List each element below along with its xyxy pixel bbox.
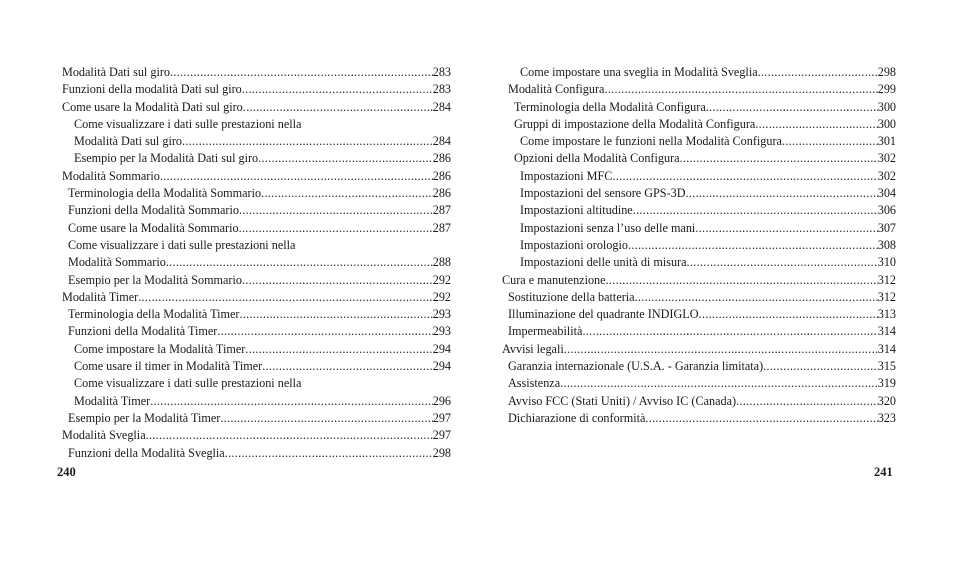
dot-leader (699, 306, 878, 323)
dot-leader (560, 375, 878, 392)
toc-entry[interactable] (502, 202, 896, 219)
toc-entry-title: Come impostare la Modalità Timer (74, 341, 246, 356)
dot-leader (170, 64, 433, 81)
toc-entry-page: 302 (877, 168, 896, 183)
toc-entry-page: 296 (432, 393, 451, 408)
toc-entry-title: Impostazioni altitudine (520, 203, 633, 218)
toc-entry-title: Gruppi di impostazione della Modalità Configura (514, 116, 756, 131)
toc-entry-page: 284 (432, 99, 451, 114)
toc-entry[interactable] (502, 393, 896, 410)
toc-right-column (502, 64, 896, 427)
toc-entry-title: Modalità Timer (62, 289, 139, 304)
dot-leader (220, 410, 432, 427)
toc-entry-page: 319 (877, 376, 896, 391)
toc-entry[interactable] (62, 410, 451, 427)
toc-entry-page: 287 (432, 220, 451, 235)
dot-leader (564, 341, 878, 358)
toc-entry-page: 301 (877, 134, 896, 149)
toc-entry-title: Cura e manutenzione (502, 272, 606, 287)
dot-leader (706, 99, 878, 116)
toc-entry-page: 323 (877, 410, 896, 425)
toc-entry[interactable] (502, 289, 896, 306)
toc-entry-page: 287 (432, 203, 451, 218)
toc-entry-title: Avvisi legali (502, 341, 564, 356)
toc-entry[interactable] (502, 375, 896, 392)
toc-entry-title: Impostazioni del sensore GPS-3D (520, 186, 686, 201)
toc-entry[interactable] (62, 150, 451, 167)
dot-leader (245, 341, 432, 358)
dot-leader (258, 150, 433, 167)
toc-entry[interactable] (62, 272, 451, 289)
toc-entry-title: Avviso FCC (Stati Uniti) / Avviso IC (Canada) (508, 393, 737, 408)
toc-entry[interactable] (502, 237, 896, 254)
dot-leader (687, 254, 878, 271)
toc-entry-title: Funzioni della Modalità Sommario (68, 203, 239, 218)
toc-entry-page: 294 (432, 359, 451, 374)
toc-entry-page: 314 (877, 341, 896, 356)
toc-entry-page: 320 (877, 393, 896, 408)
dot-leader (160, 168, 433, 185)
toc-entry[interactable] (502, 306, 896, 323)
toc-entry-title: Funzioni della Modalità Sveglia (68, 445, 225, 460)
toc-entry-page: 294 (432, 341, 451, 356)
dot-leader (225, 445, 433, 462)
toc-entry-title: Come usare la Modalità Dati sul giro (62, 99, 243, 114)
toc-entry-title: Impermeabilità (508, 324, 583, 339)
page-number-right: 241 (874, 465, 893, 479)
toc-entry-title: Esempio per la Modalità Timer (68, 410, 221, 425)
toc-entry-title: Modalità Dati sul giro (74, 134, 182, 149)
toc-entry-page: 310 (877, 255, 896, 270)
toc-entry-page: 293 (432, 307, 451, 322)
dot-leader (758, 64, 878, 81)
toc-entry-title: Modalità Sommario (68, 255, 166, 270)
toc-entry-page: 312 (877, 272, 896, 287)
toc-entry-title: Esempio per la Modalità Dati sul giro (74, 151, 259, 166)
toc-entry-page: 307 (877, 220, 896, 235)
dot-leader (166, 254, 433, 271)
dot-leader (239, 202, 433, 219)
dot-leader (635, 289, 878, 306)
toc-entry-title: Impostazioni delle unità di misura (520, 255, 687, 270)
toc-entry-page: 302 (877, 151, 896, 166)
toc-entry[interactable] (502, 150, 896, 167)
toc-entry[interactable] (62, 64, 451, 81)
toc-entry[interactable] (502, 116, 896, 133)
toc-entry-title-line: Come visualizzare i dati sulle prestazioni nella (74, 116, 302, 131)
toc-entry-page: 286 (432, 168, 451, 183)
dot-leader (261, 185, 433, 202)
toc-entry-title: Illuminazione del quadrante INDIGLO (508, 307, 699, 322)
toc-entry[interactable] (62, 202, 451, 219)
toc-entry-page: 293 (432, 324, 451, 339)
toc-entry-title: Come impostare le funzioni nella Modalità Configura (520, 134, 782, 149)
dot-leader (736, 393, 878, 410)
toc-entry-title: Modalità Timer (74, 393, 151, 408)
toc-entry-page: 283 (432, 82, 451, 97)
toc-entry[interactable] (62, 289, 451, 306)
toc-entry-page: 299 (877, 82, 896, 97)
dot-leader (242, 81, 433, 98)
toc-entry-page: 300 (877, 99, 896, 114)
toc-entry[interactable] (62, 99, 451, 116)
toc-entry[interactable] (62, 427, 451, 444)
toc-entry-title: Come usare la Modalità Sommario (68, 220, 239, 235)
toc-entry-page: 298 (877, 65, 896, 79)
toc-entry[interactable] (502, 272, 896, 289)
dot-leader (243, 99, 433, 116)
toc-entry[interactable] (62, 358, 451, 375)
toc-entry[interactable] (62, 375, 451, 410)
toc-entry-page: 292 (432, 289, 451, 304)
toc-entry-title: Come impostare una sveglia in Modalità Sveglia (520, 65, 758, 79)
dot-leader (695, 220, 877, 237)
toc-entry-title: Modalità Dati sul giro (62, 65, 170, 79)
toc-entry-page: 292 (432, 272, 451, 287)
toc-entry-page: 312 (877, 289, 896, 304)
toc-entry-title: Funzioni della Modalità Timer (68, 324, 218, 339)
toc-entry-title: Modalità Sveglia (62, 428, 146, 443)
toc-entry-page: 308 (877, 237, 896, 252)
toc-entry[interactable] (502, 99, 896, 116)
toc-entry-page: 315 (877, 359, 896, 374)
toc-entry[interactable] (62, 306, 451, 323)
toc-entry-title-line: Come visualizzare i dati sulle prestazioni nella (68, 237, 296, 252)
dot-leader (242, 272, 433, 289)
toc-entry[interactable] (62, 237, 451, 272)
toc-entry[interactable] (502, 81, 896, 98)
toc-entry-title: Come usare il timer in Modalità Timer (74, 359, 263, 374)
toc-entry-page: 314 (877, 324, 896, 339)
toc-entry-page: 284 (432, 134, 451, 149)
dot-leader (582, 323, 877, 340)
dot-leader (182, 133, 433, 150)
toc-entry[interactable] (62, 323, 451, 340)
toc-entry-title: Impostazioni senza l’uso delle mani (520, 220, 696, 235)
dot-leader (150, 393, 433, 410)
toc-entry-page: 286 (432, 151, 451, 166)
toc-entry[interactable] (62, 116, 451, 151)
dot-leader (239, 220, 433, 237)
toc-entry-title-line: Come visualizzare i dati sulle prestazioni nella (74, 376, 302, 391)
toc-entry[interactable] (502, 133, 896, 150)
dot-leader (680, 150, 878, 167)
dot-leader (763, 358, 878, 375)
dot-leader (645, 410, 877, 427)
toc-entry-title: Terminologia della Modalità Timer (68, 307, 240, 322)
toc-entry[interactable] (502, 185, 896, 202)
toc-entry-page: 297 (432, 410, 451, 425)
toc-entry-title: Terminologia della Modalità Sommario (68, 186, 262, 201)
toc-entry[interactable] (62, 341, 451, 358)
toc-entry-title: Dichiarazione di conformità (508, 410, 646, 425)
toc-entry[interactable] (502, 168, 896, 185)
toc-entry-page: 297 (432, 428, 451, 443)
toc-entry-title: Funzioni della modalità Dati sul giro (62, 82, 242, 97)
toc-entry[interactable] (502, 220, 896, 237)
toc-entry[interactable] (502, 64, 896, 81)
dot-leader (217, 323, 432, 340)
toc-entry-title: Opzioni della Modalità Configura (514, 151, 680, 166)
dot-leader (146, 427, 433, 444)
toc-entry[interactable] (62, 185, 451, 202)
toc-entry-title: Impostazioni orologio (520, 237, 628, 252)
toc-entry[interactable] (62, 81, 451, 98)
toc-entry-title: Esempio per la Modalità Sommario (68, 272, 242, 287)
toc-entry[interactable] (502, 323, 896, 340)
toc-entry-page: 306 (877, 203, 896, 218)
dot-leader (755, 116, 877, 133)
dot-leader (138, 289, 433, 306)
toc-entry-page: 283 (432, 65, 451, 79)
toc-entry-title: Modalità Configura (508, 82, 605, 97)
toc-entry[interactable] (62, 168, 451, 185)
toc-entry-title: Assistenza (508, 376, 561, 391)
toc-left-column (62, 64, 451, 462)
toc-entry[interactable] (62, 220, 451, 237)
toc-entry[interactable] (502, 254, 896, 271)
toc-entry-title: Modalità Sommario (62, 168, 160, 183)
dot-leader (239, 306, 432, 323)
toc-entry-page: 286 (432, 186, 451, 201)
dot-leader (262, 358, 433, 375)
toc-entry-title: Sostituzione della batteria (508, 289, 635, 304)
dot-leader (604, 81, 877, 98)
dot-leader (782, 133, 878, 150)
toc-entry[interactable] (62, 445, 451, 462)
dot-leader (686, 185, 878, 202)
dot-leader (633, 202, 878, 219)
toc-entry[interactable] (502, 358, 896, 375)
page-number-left: 240 (57, 465, 76, 479)
toc-entry[interactable] (502, 341, 896, 358)
dot-leader (612, 168, 877, 185)
toc-entry[interactable] (502, 410, 896, 427)
dot-leader (606, 272, 878, 289)
toc-entry-title: Terminologia della Modalità Configura (514, 99, 706, 114)
toc-entry-page: 304 (877, 186, 896, 201)
toc-entry-page: 298 (432, 445, 451, 460)
toc-entry-page: 313 (877, 307, 896, 322)
toc-entry-page: 288 (432, 255, 451, 270)
toc-entry-title: Impostazioni MFC (520, 168, 613, 183)
toc-entry-page: 300 (877, 116, 896, 131)
dot-leader (628, 237, 878, 254)
toc-entry-title: Garanzia internazionale (U.S.A. - Garanzia limitata) (508, 359, 764, 374)
